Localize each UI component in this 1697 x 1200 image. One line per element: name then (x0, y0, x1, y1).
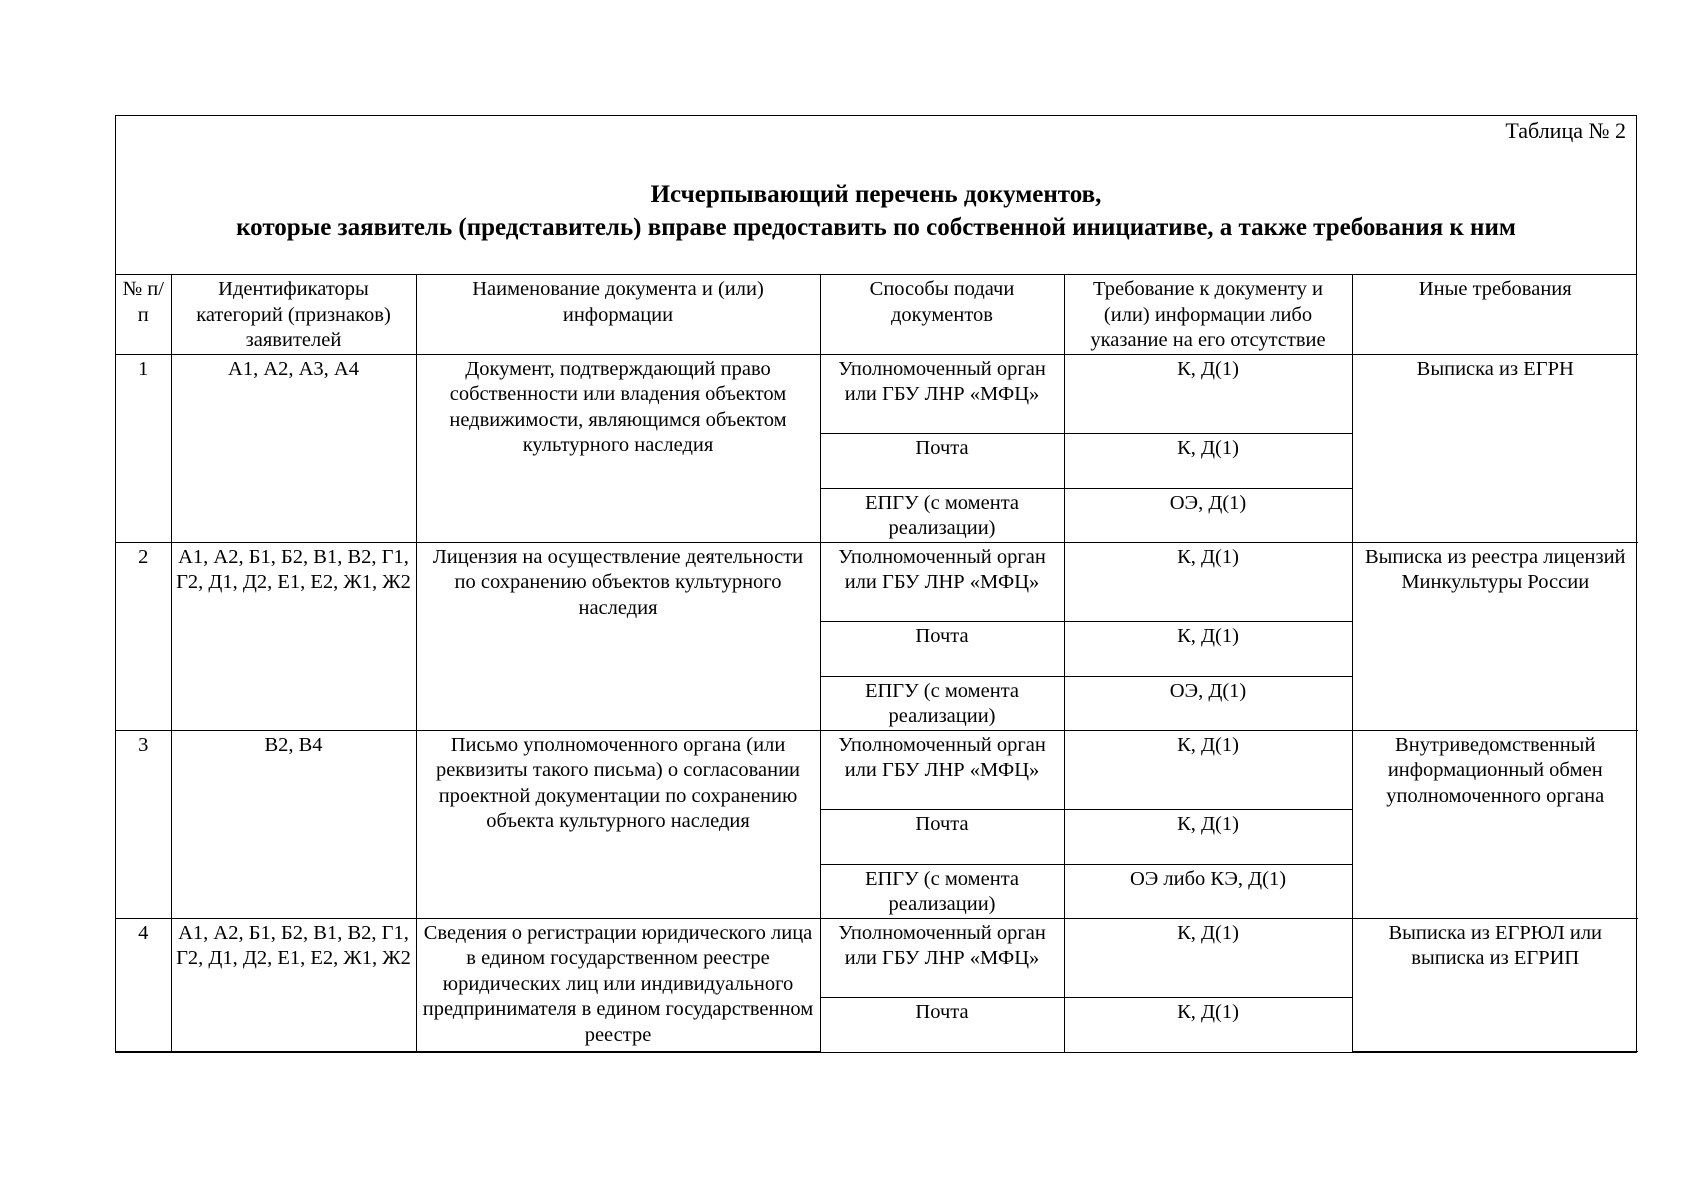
row-req: К, Д(1) (1064, 997, 1352, 1052)
row-name: Сведения о регистрации юридического лица в едином государственном реестре юридических лиц или индивидуального предпринимателя в едином государственном реестре (416, 918, 820, 1052)
row-req: К, Д(1) (1064, 918, 1352, 997)
row-num: 1 (116, 354, 171, 542)
row-req: К, Д(1) (1064, 542, 1352, 621)
row-other: Выписка из ЕГРЮЛ или выписка из ЕГРИП (1352, 918, 1638, 1052)
row-method: Почта (820, 997, 1064, 1052)
table-row (116, 918, 1638, 997)
row-req: К, Д(1) (1064, 354, 1352, 433)
header-ids: Идентификаторы категорий (признаков) заявителей (171, 275, 416, 354)
header-other: Иные требования (1352, 275, 1638, 354)
row-ids: А1, А2, Б1, Б2, В1, В2, Г1, Г2, Д1, Д2, Е1, Е2, Ж1, Ж2 (171, 542, 416, 730)
row-num: 2 (116, 542, 171, 730)
table-row (116, 730, 1638, 809)
row-req: К, Д(1) (1064, 730, 1352, 809)
row-req: К, Д(1) (1064, 433, 1352, 488)
row-num: 3 (116, 730, 171, 918)
row-method: Почта (820, 433, 1064, 488)
row-other: Выписка из ЕГРН (1352, 354, 1638, 542)
row-method: Почта (820, 621, 1064, 676)
row-method: ЕПГУ (с момента реализации) (820, 488, 1064, 542)
documents-table (116, 275, 1638, 1052)
row-req: ОЭ либо КЭ, Д(1) (1064, 864, 1352, 918)
row-req: К, Д(1) (1064, 809, 1352, 864)
table-header-block (116, 116, 1636, 275)
table-title (116, 178, 1636, 244)
header-row (116, 275, 1638, 354)
header-num: № п/п (116, 275, 171, 354)
table-row (116, 542, 1638, 621)
header-name: Наименование документа и (или) информации (416, 275, 820, 354)
row-req: ОЭ, Д(1) (1064, 676, 1352, 730)
row-other: Внутриведомственный информационный обмен уполномоченного органа (1352, 730, 1638, 918)
row-method: Уполномоченный орган или ГБУ ЛНР «МФЦ» (820, 542, 1064, 621)
row-ids: А1, А2, Б1, Б2, В1, В2, Г1, Г2, Д1, Д2, Е1, Е2, Ж1, Ж2 (171, 918, 416, 1052)
row-method: Уполномоченный орган или ГБУ ЛНР «МФЦ» (820, 918, 1064, 997)
table-number-label: Таблица № 2 (1505, 118, 1626, 143)
row-method: Уполномоченный орган или ГБУ ЛНР «МФЦ» (820, 354, 1064, 433)
row-name: Письмо уполномоченного органа (или реквизиты такого письма) о согласовании проектной документации по сохранению объекта культурного наследия (416, 730, 820, 918)
row-method: ЕПГУ (с момента реализации) (820, 676, 1064, 730)
row-method: Почта (820, 809, 1064, 864)
row-num: 4 (116, 918, 171, 1052)
table-row (116, 354, 1638, 433)
row-method: ЕПГУ (с момента реализации) (820, 864, 1064, 918)
header-req: Требование к документу и (или) информации либо указание на его отсутствие (1064, 275, 1352, 354)
row-ids: В2, В4 (171, 730, 416, 918)
header-methods: Способы подачи документов (820, 275, 1064, 354)
row-name: Документ, подтверждающий право собственности или владения объектом недвижимости, являющимся объектом культурного наследия (416, 354, 820, 542)
row-req: ОЭ, Д(1) (1064, 488, 1352, 542)
row-ids: А1, А2, А3, А4 (171, 354, 416, 542)
title-line-1: Исчерпывающий перечень документов, (650, 181, 1102, 208)
row-name: Лицензия на осуществление деятельности по сохранению объектов культурного наследия (416, 542, 820, 730)
row-other: Выписка из реестра лицензий Минкультуры России (1352, 542, 1638, 730)
document-frame (115, 115, 1637, 1053)
row-req: К, Д(1) (1064, 621, 1352, 676)
title-line-2: которые заявитель (представитель) вправе предоставить по собственной инициативе, а также требования к ним (236, 214, 1516, 241)
row-method: Уполномоченный орган или ГБУ ЛНР «МФЦ» (820, 730, 1064, 809)
